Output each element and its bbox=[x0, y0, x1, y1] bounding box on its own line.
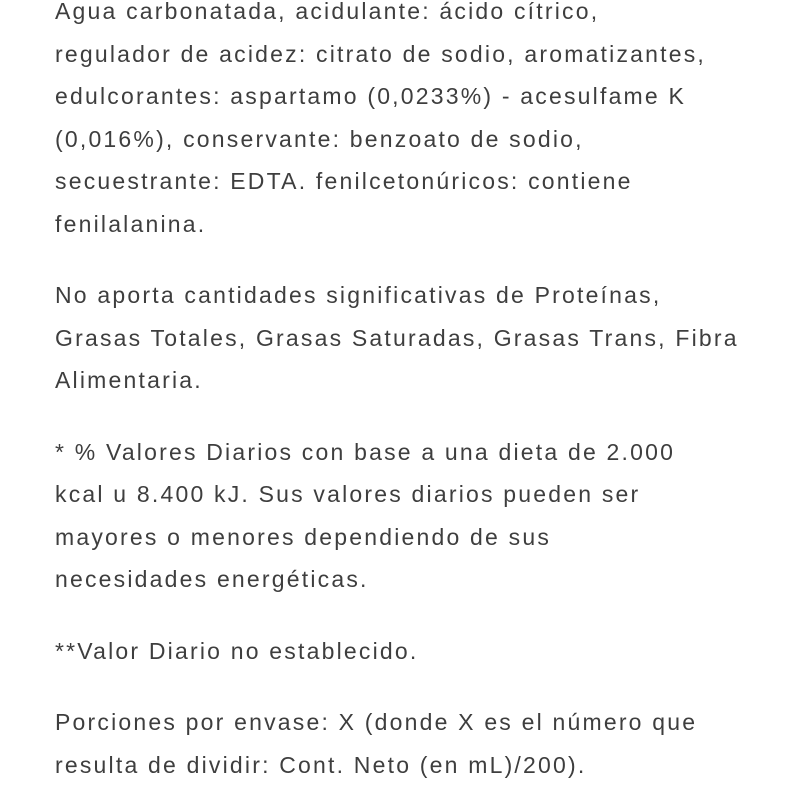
text-line: (0,016%), conservante: benzoato de sodio, bbox=[55, 125, 584, 152]
text-line: **Valor Diario no establecido. bbox=[55, 637, 419, 664]
text-line: secuestrante: EDTA. fenilcetonúricos: contiene bbox=[55, 168, 633, 194]
text-line: mayores o menores dependiendo de sus bbox=[55, 523, 552, 550]
text-line: Agua carbonatada, acidulante: ácido cítrico, bbox=[55, 0, 600, 24]
text-line: No aporta cantidades significativas de Proteínas, bbox=[55, 282, 662, 308]
paragraph-daily-value-not-established bbox=[55, 630, 760, 673]
text-line: resulta de dividir: Cont. Neto (en mL)/200). bbox=[55, 751, 587, 778]
text-line: * % Valores Diarios con base a una dieta de 2.000 bbox=[55, 438, 676, 465]
text-line: regulador de acidez: citrato de sodio, aromatizantes, bbox=[55, 40, 707, 67]
paragraph-no-significant-amounts bbox=[55, 274, 760, 402]
text-line: kcal u 8.400 kJ. Sus valores diarios pueden ser bbox=[55, 481, 641, 507]
text-line: edulcorantes: aspartamo (0,0233%) - acesulfame K bbox=[55, 83, 687, 109]
text-line: fenilalanina. bbox=[55, 210, 207, 237]
text-line: Grasas Totales, Grasas Saturadas, Grasas Trans, Fibra bbox=[55, 324, 739, 351]
text-line: Alimentaria. bbox=[55, 367, 203, 393]
paragraph-servings-per-container bbox=[55, 701, 760, 786]
text-line: necesidades energéticas. bbox=[55, 566, 369, 592]
nutrition-text-content bbox=[55, 0, 760, 786]
paragraph-daily-values-note bbox=[55, 431, 760, 601]
text-line: Porciones por envase: X (donde X es el número que bbox=[55, 709, 698, 735]
paragraph-ingredients bbox=[55, 0, 760, 245]
